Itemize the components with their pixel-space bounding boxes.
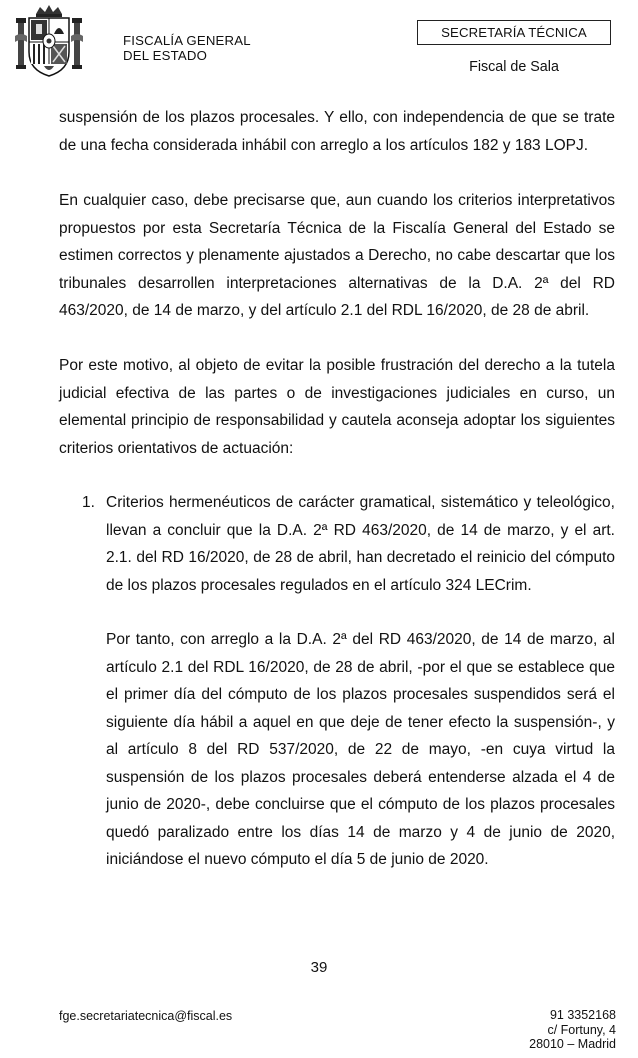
section-subtitle: Fiscal de Sala (469, 59, 559, 75)
list-item-paragraph-2: Por tanto, con arreglo a la D.A. 2ª del RD 463/2020, de 14 de marzo, al artículo 2.1 del RDL 16/2020, de 28 de abril, -por el que se establece que el primer día del cómputo de los plazos procesales suspendidos será el siguiente día hábil a aquel en que deje de tener efecto la suspensión-, y al artículo 8 del RD 537/2020, de 22 de mayo, -en cuya virtud la suspensión de los plazos procesales deberá entenderse alzada el 4 de junio de 2020-, debe concluirse que el cómputo de los plazos procesales quedó paralizado entre los días 14 de marzo y 4 de junio de 2020, iniciándose el nuevo cómputo el día 5 de junio de 2020. (106, 631, 615, 868)
footer-address (529, 1008, 616, 1052)
list-item-number: 1. (82, 494, 95, 511)
org-name-line2: DEL ESTADO (123, 48, 208, 63)
footer-phone: 91 3352168 (549, 1008, 616, 1022)
footer-street: c/ Fortuny, 4 (547, 1022, 616, 1037)
body-paragraph-2: En cualquier caso, debe precisarse que, aun cuando los criterios interpretativos propuestos por esta Secretaría Técnica de la Fiscalía General del Estado se estimen correctos y plenamente ajustados a Derecho, no cabe descartar que los tribunales desarrollen interpretaciones alternativas de la D.A. 2ª del RD 463/2020, de 14 de marzo, y del artículo 2.1 del RDL 16/2020, de 28 de abril. (59, 192, 615, 319)
organization-name (123, 33, 251, 63)
spain-coat-of-arms-icon (14, 4, 84, 78)
list-item-paragraph-1: Criterios hermenéuticos de carácter gramatical, sistemático y teleológico, llevan a concluir que la D.A. 2ª RD 463/2020, de 14 de marzo, y el art. 2.1. del RD 16/2020, de 28 de abril, han decretado el reinicio del cómputo de los plazos procesales regulados en el artículo 324 LECrim. (106, 494, 615, 594)
org-name-line1: FISCALÍA GENERAL (123, 33, 251, 48)
page-number: 39 (310, 959, 328, 976)
footer-city: 28010 – Madrid (529, 1037, 616, 1051)
section-title-box: SECRETARÍA TÉCNICA (417, 20, 611, 45)
footer-email: fge.secretariatecnica@fiscal.es (59, 1009, 233, 1023)
body-paragraph-1: suspensión de los plazos procesales. Y ello, con independencia de que se trate de una fecha considerada inhábil con arreglo a los artículos 182 y 183 LOPJ. (59, 109, 615, 154)
body-paragraph-3: Por este motivo, al objeto de evitar la posible frustración del derecho a la tutela judicial efectiva de las partes o de investigaciones judiciales en curso, un elemental principio de responsabilidad y cautela aconseja adoptar los siguientes criterios orientativos de actuación: (59, 357, 615, 457)
